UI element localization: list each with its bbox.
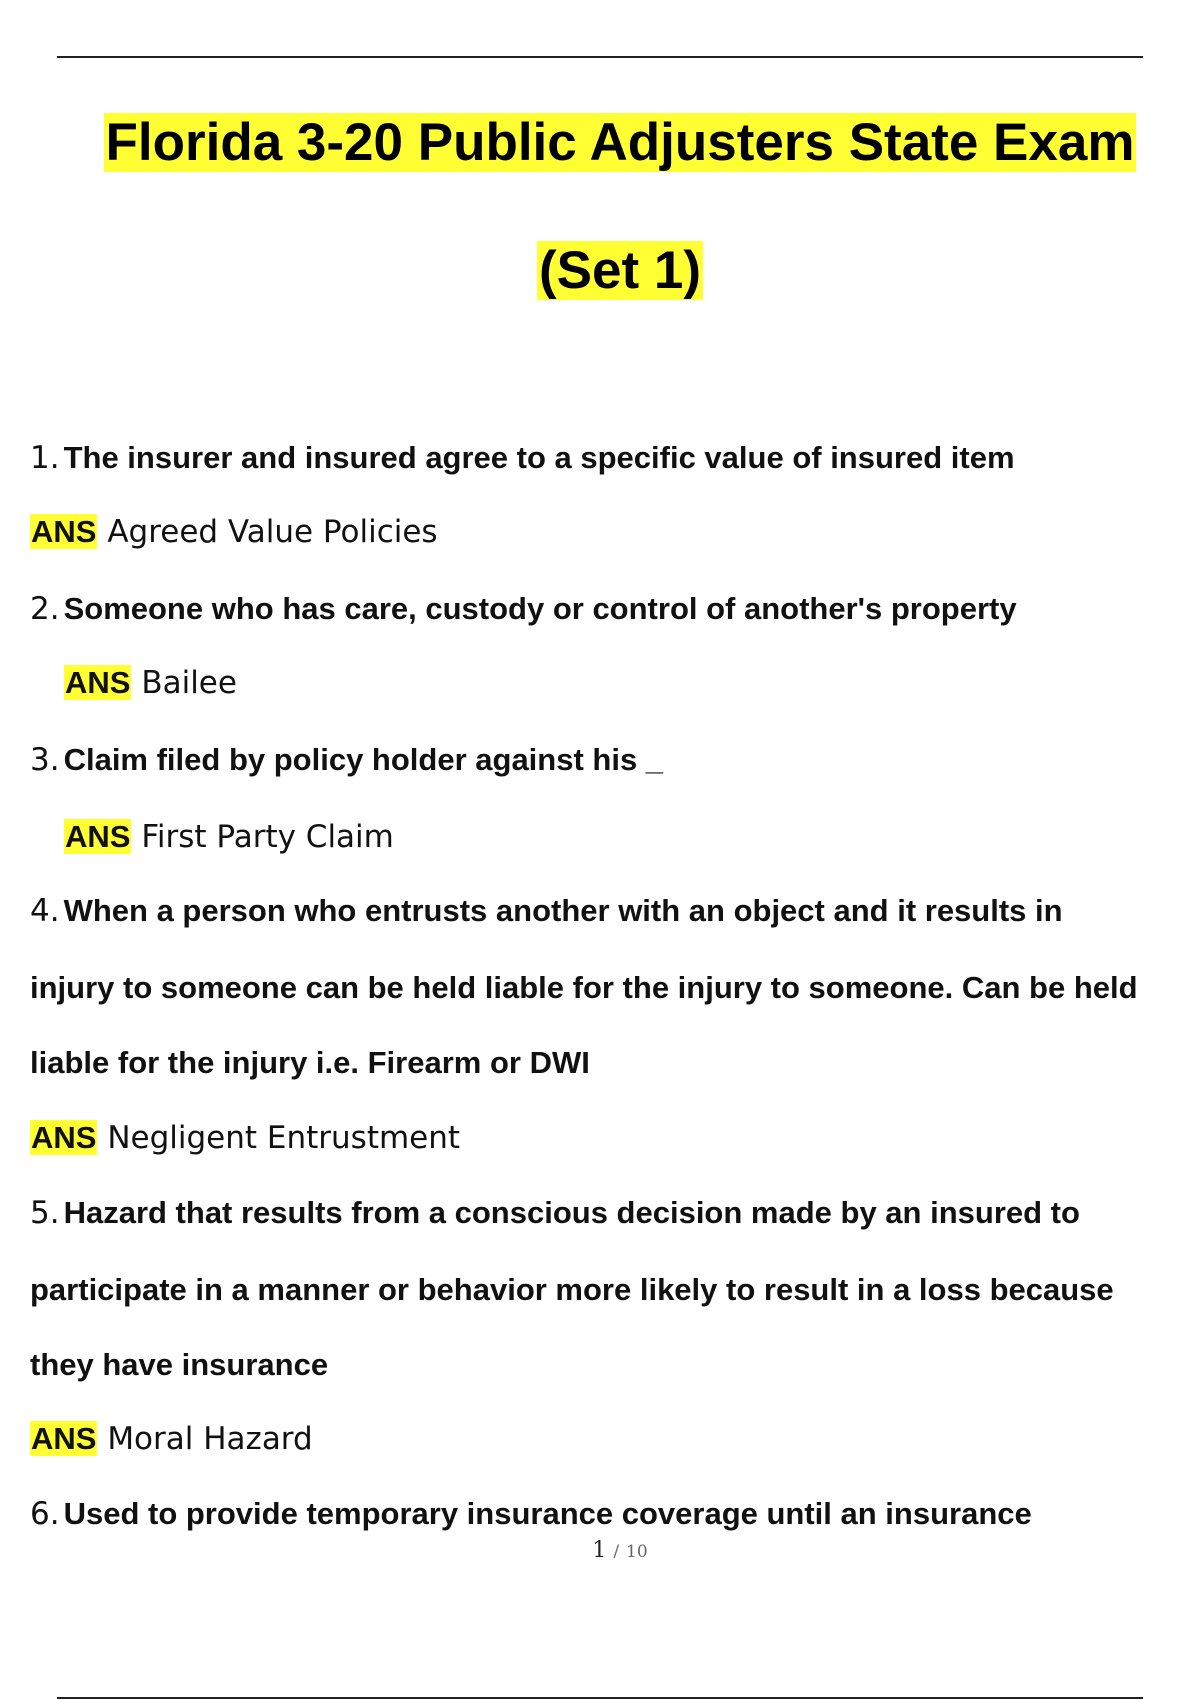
ans-label: ANS [31,1120,97,1155]
question-4: 4. When a person who entrusts another with an object and it results in [30,893,1063,929]
ans-label: ANS [65,819,131,854]
document-title-line-1: Florida 3-20 Public Adjusters State Exam [105,113,1135,172]
top-rule [57,56,1143,58]
question-3: 3. Claim filed by policy holder against his _ [30,742,664,778]
answer-4: ANS Negligent Entrustment [31,1120,461,1156]
question-5-continued: participate in a manner or behavior more likely to result in a loss because [30,1272,1114,1307]
question-5-continued: they have insurance [30,1347,329,1382]
question-2: 2. Someone who has care, custody or control of another's property [30,591,1017,627]
answer-1: ANS Agreed Value Policies [31,514,438,550]
question-5: 5. Hazard that results from a conscious decision made by an insured to [30,1195,1080,1231]
answer-2: ANS Bailee [65,665,237,701]
question-4-continued: liable for the injury i.e. Firearm or DWI [30,1045,590,1080]
ans-label: ANS [65,665,131,700]
answer-3: ANS First Party Claim [65,819,394,855]
question-1: 1. The insurer and insured agree to a specific value of insured item [30,440,1015,476]
page-number: 1 / 10 [592,1538,648,1563]
ans-label: ANS [31,1421,97,1456]
document-title-line-2: (Set 1) [539,241,701,300]
bottom-rule [57,1697,1143,1699]
ans-label: ANS [31,514,97,549]
question-6: 6. Used to provide temporary insurance coverage until an insurance [30,1496,1032,1532]
question-4-continued: injury to someone can be held liable for the injury to someone. Can be held [30,970,1138,1005]
answer-5: ANS Moral Hazard [31,1421,313,1457]
